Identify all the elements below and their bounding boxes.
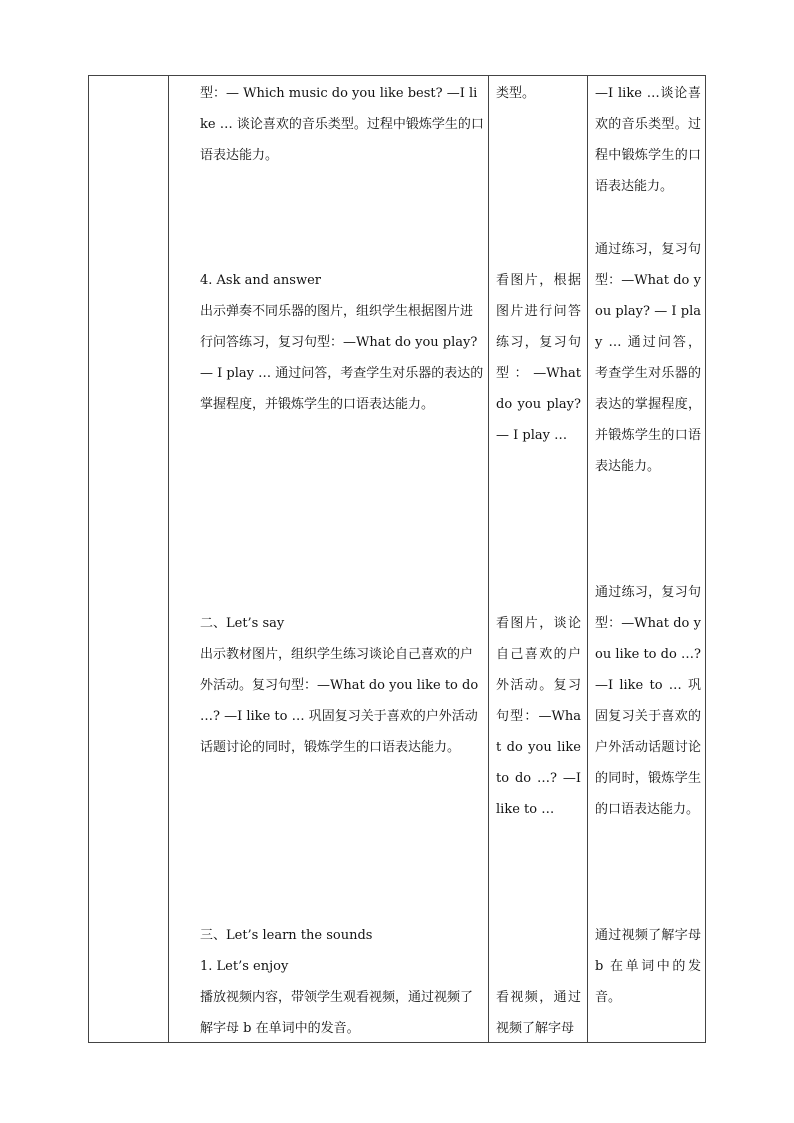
lesson-table: [88, 75, 706, 1043]
student-activity-text: 看视频，通过视频了解字母: [496, 990, 581, 1036]
design-intent-text: —I like …谈论喜欢的音乐类型。过程中锻炼学生的口语表达能力。: [595, 86, 701, 194]
student-activity-block-3: [496, 608, 581, 825]
student-activity-block-1: [496, 78, 581, 109]
design-intent-block-3: [595, 577, 701, 825]
column-divider: [488, 76, 489, 1042]
student-activity-block-2: [496, 265, 581, 451]
section-title: 二、Let’s say: [200, 616, 285, 631]
design-intent-text: 通过练习，复习句型：—What do you like to do …? —I like to … 巩固复习关于喜欢的户外活动话题讨论的同时，锻炼学生的口语表达能力。: [595, 585, 701, 817]
column-divider: [168, 76, 169, 1042]
teacher-activity-block-3: [200, 608, 485, 763]
teacher-activity-block-1: [200, 78, 485, 171]
teacher-activity-text: 出示教材图片，组织学生练习谈论自己喜欢的户外活动。复习句型：—What do you like to do …? —I like to … 巩固复习关于喜欢的户外活动话题讨论的同时，锻炼学生的口语表达能力。: [200, 647, 479, 755]
design-intent-text: 通过练习，复习句型：—What do you play? — I play … 通过问答，考查学生对乐器的表达的掌握程度，并锻炼学生的口语表达能力。: [595, 242, 701, 474]
design-intent-block-4: [595, 920, 701, 1013]
teacher-activity-text: 型：— Which music do you like best? —I like … 谈论喜欢的音乐类型。过程中锻炼学生的口语表达能力。: [200, 86, 484, 163]
section-subtitle: 1. Let’s enjoy: [200, 959, 289, 974]
section-title: 三、Let’s learn the sounds: [200, 928, 373, 943]
section-title: 4. Ask and answer: [200, 273, 322, 288]
teacher-activity-text: 播放视频内容，带领学生观看视频，通过视频了解字母 b 在单词中的发音。: [200, 990, 474, 1036]
teacher-activity-block-2: [200, 265, 485, 420]
column-divider: [587, 76, 588, 1042]
student-activity-block-4: [496, 982, 581, 1044]
teacher-activity-text: 出示弹奏不同乐器的图片，组织学生根据图片进行问答练习，复习句型：—What do you play? — I play … 通过问答，考查学生对乐器的表达的掌握程度，并锻炼学生的口语表达能力。: [200, 304, 484, 412]
design-intent-block-1: [595, 78, 701, 202]
design-intent-block-2: [595, 234, 701, 482]
student-activity-text: 看图片，根据图片进行问答练习，复习句型：—What do you play? — I play …: [496, 273, 581, 443]
student-activity-text: 类型。: [496, 86, 536, 101]
teacher-activity-block-4: [200, 920, 485, 1044]
design-intent-text: 通过视频了解字母 b 在单词中的发音。: [595, 928, 701, 1005]
student-activity-text: 看图片，谈论自己喜欢的户外活动。复习句型：—What do you like to do …? —I like to …: [496, 616, 581, 817]
